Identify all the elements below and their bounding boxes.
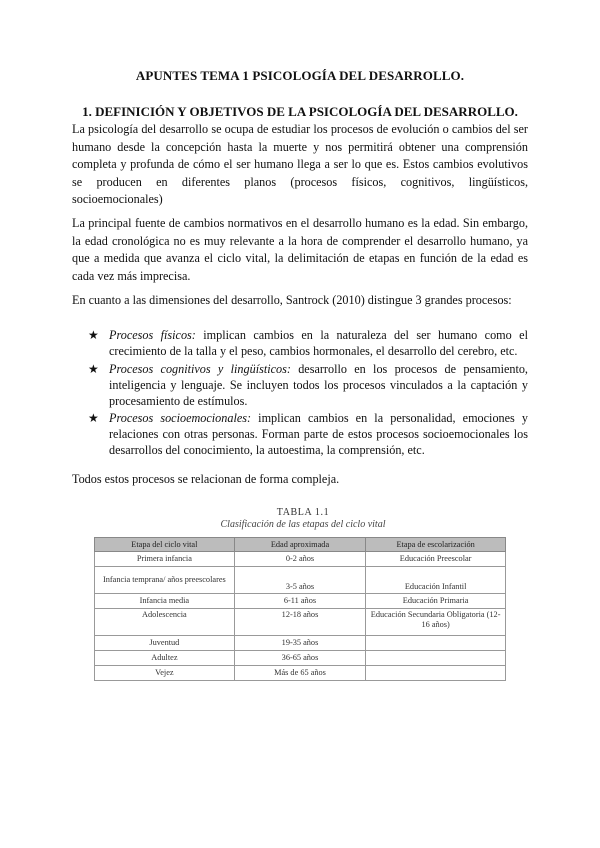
table-cell: Infancia media (95, 594, 235, 609)
table-cell: Educación Secundaria Obligatoria (12-16 años) (366, 609, 506, 636)
bullet-text: desarrollo en los procesos de pensamiento, inteligencia y lenguaje. Se incluyen todos los procesos vinculados a la captación y procesamiento de estímulos. (109, 361, 528, 408)
table-header-row (95, 538, 506, 552)
header-stage: Etapa del ciclo vital (95, 538, 235, 552)
paragraph-definition: La psicología del desarrollo se ocupa de estudiar los procesos de evolución o cambios del ser humano desde la concepción hasta la muerte y nos permitirá obtener una comprensión completa y profunda de cómo el ser humano llega a ser lo que es. Estos cambios evolutivos se producen en diferentes planos (procesos físicos, cognitivos, lingüísticos, socioemocionales) (72, 122, 528, 206)
section-heading: 1. DEFINICIÓN Y OBJETIVOS DE LA PSICOLOGÍA DEL DESARROLLO. (82, 104, 518, 119)
bullet-text: implican cambios en la personalidad, emociones y relaciones con otras personas. Forman parte de estos procesos socioemocionales los desarrollos del conocimiento, la autoestima, la comprensión, etc. (109, 411, 528, 457)
table-cell: 12-18 años (234, 609, 366, 636)
table-cell (366, 636, 506, 651)
process-list (88, 327, 528, 460)
table-cell: Primera infancia (95, 552, 235, 567)
bullet-term: Procesos físicos: (109, 328, 196, 342)
list-item-socioemotional (88, 410, 528, 458)
table-caption: TABLA 1.1 (276, 507, 330, 518)
paragraph-age: La principal fuente de cambios normativos en el desarrollo humano es la edad. Sin embargo, la edad cronológica no es muy relevante a la hora de comprender el desarrollo humano, ya que a medida que avanza el ciclo vital, la delimitación de etapas en función de la edad es cada vez más imprecisa. (72, 216, 528, 283)
table-row (95, 594, 506, 609)
life-cycle-table (94, 537, 506, 681)
document-title: APUNTES TEMA 1 PSICOLOGÍA DEL DESARROLLO. (135, 68, 465, 83)
table-cell: Educación Preescolar (366, 552, 506, 567)
table-row (95, 609, 506, 636)
list-item-physical (88, 327, 528, 359)
table-row (95, 651, 506, 666)
paragraph-conclusion: Todos estos procesos se relacionan de forma compleja. (72, 472, 340, 486)
table-cell: Adultez (95, 651, 235, 666)
table-cell: Juventud (95, 636, 235, 651)
header-schooling: Etapa de escolarización (366, 538, 506, 552)
table-cell: Adolescencia (95, 609, 235, 636)
table-cell: 6-11 años (234, 594, 366, 609)
star-bullet-icon: ★ (88, 328, 99, 342)
bullet-text: implican cambios en la naturaleza del ser humano como el crecimiento de la talla y el peso, cambios hormonales, el desarrollo del cerebro, etc. (109, 328, 528, 358)
table-row (95, 567, 506, 594)
table-cell: 3-5 años (234, 567, 366, 594)
table-cell: Vejez (95, 666, 235, 681)
table-cell: Educación Primaria (366, 594, 506, 609)
star-bullet-icon: ★ (88, 411, 99, 425)
table-cell: Infancia temprana/ años preescolares (95, 567, 235, 594)
star-bullet-icon: ★ (88, 361, 99, 376)
bullet-term: Procesos socioemocionales: (109, 411, 252, 425)
table-cell: 36-65 años (234, 651, 366, 666)
table-row (95, 552, 506, 567)
table-cell: 19-35 años (234, 636, 366, 651)
table-cell: Educación Infantil (366, 567, 506, 594)
bullet-term: Procesos cognitivos y lingüísticos: (109, 361, 291, 376)
table-row (95, 636, 506, 651)
life-cycle-table-figure (78, 506, 528, 696)
header-age: Edad aproximada (234, 538, 366, 552)
table-cell: 0-2 años (234, 552, 366, 567)
list-item-cognitive (88, 361, 528, 409)
table-cell (366, 651, 506, 666)
table-cell (366, 666, 506, 681)
paragraph-dimensions: En cuanto a las dimensiones del desarrollo, Santrock (2010) distingue 3 grandes procesos: (72, 293, 512, 307)
table-row (95, 666, 506, 681)
table-subcaption: Clasificación de las etapas del ciclo vital (220, 519, 386, 530)
table-cell: Más de 65 años (234, 666, 366, 681)
